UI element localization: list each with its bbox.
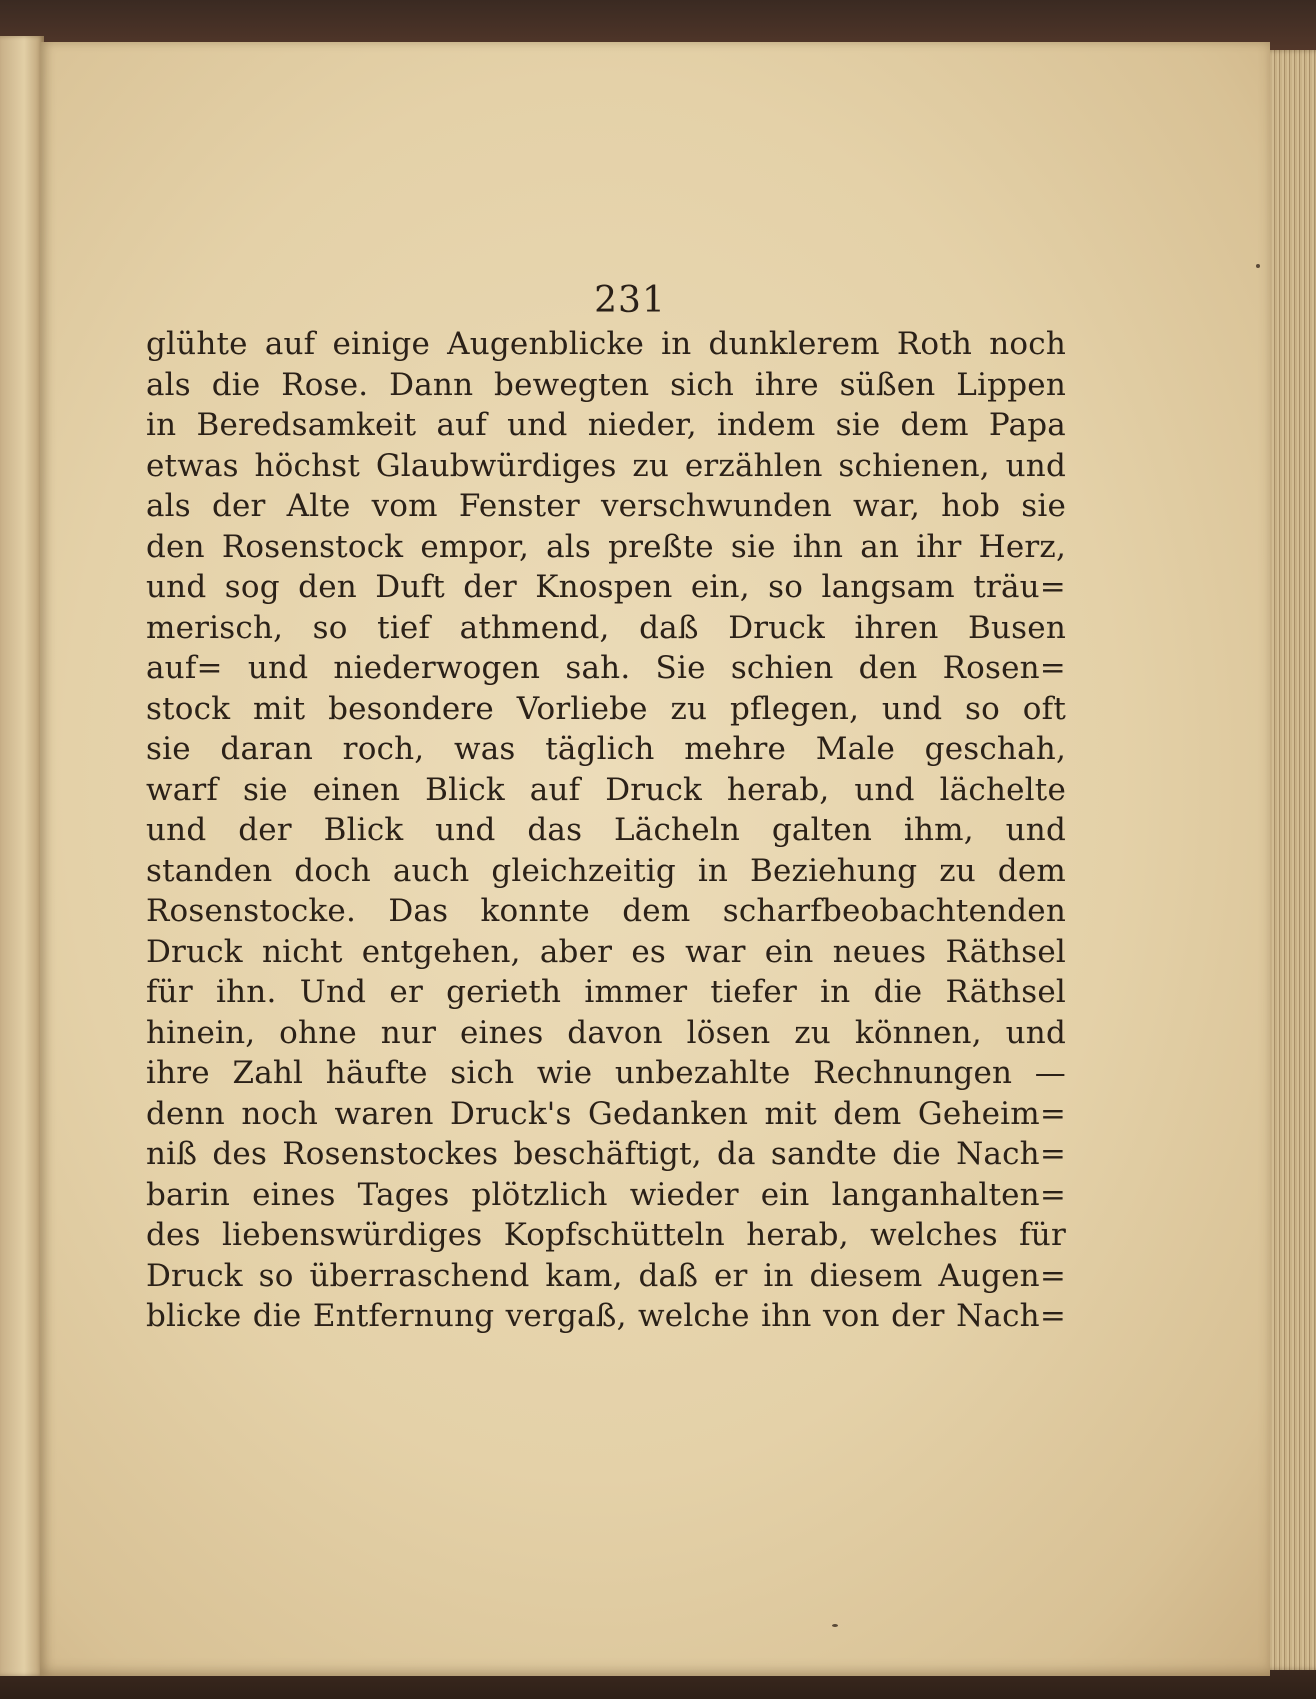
text-line: blicke die Entfernung vergaß, welche ihn von der Nach= — [146, 1298, 1066, 1334]
text-line: Druck nicht entgehen, aber es war ein neues Räthsel — [146, 933, 1066, 970]
text-line: den Rosenstock empor, als preßte sie ihn an ihr Herz, — [146, 528, 1066, 565]
page-stack-edge — [1262, 50, 1316, 1670]
facing-page-edge — [0, 36, 44, 1676]
text-line: hinein, ohne nur eines davon lösen zu können, und — [146, 1014, 1066, 1051]
paper-speck — [1256, 264, 1260, 268]
text-line: Druck so überraschend kam, daß er in diesem Augen= — [146, 1257, 1066, 1294]
text-line: barin eines Tages plötzlich wieder ein langanhalten= — [146, 1176, 1066, 1213]
text-line: sie daran roch, was täglich mehre Male geschah, — [146, 731, 1066, 767]
text-line: Rosenstocke. Das konnte dem scharfbeobachtenden — [146, 893, 1066, 929]
text-line: als der Alte vom Fenster verschwunden war, hob sie — [146, 488, 1066, 524]
text-line: als die Rose. Dann bewegten sich ihre süßen Lippen — [146, 366, 1066, 403]
text-line: warf sie einen Blick auf Druck herab, und lächelte — [146, 771, 1066, 808]
text-line: denn noch waren Druck's Gedanken mit dem Geheim= — [146, 1095, 1066, 1132]
text-line: ihre Zahl häufte sich wie unbezahlte Rechnungen — — [146, 1055, 1066, 1091]
body-text — [146, 324, 1066, 1337]
text-line: merisch, so tief athmend, daß Druck ihren Busen — [146, 609, 1066, 646]
text-line: niß des Rosenstockes beschäftigt, da sandte die Nach= — [146, 1136, 1066, 1172]
book-page — [40, 42, 1270, 1676]
text-line: auf= und niederwogen sah. Sie schien den Rosen= — [146, 650, 1066, 686]
text-line: und sog den Duft der Knospen ein, so langsam träu= — [146, 569, 1066, 605]
text-line: etwas höchst Glaubwürdiges zu erzählen schienen, und — [146, 447, 1066, 484]
text-line: in Beredsamkeit auf und nieder, indem sie dem Papa — [146, 407, 1066, 443]
text-line: glühte auf einige Augenblicke in dunklerem Roth noch — [146, 326, 1066, 362]
text-line: stock mit besondere Vorliebe zu pflegen, und so oft — [146, 690, 1066, 727]
page-number: 231 — [594, 280, 666, 321]
paper-speck — [832, 1624, 838, 1627]
text-line: und der Blick und das Lächeln galten ihm, und — [146, 812, 1066, 848]
text-line: für ihn. Und er gerieth immer tiefer in die Räthsel — [146, 974, 1066, 1010]
text-line: des liebenswürdiges Kopfschütteln herab, welches für — [146, 1217, 1066, 1253]
text-line: standen doch auch gleichzeitig in Beziehung zu dem — [146, 852, 1066, 889]
